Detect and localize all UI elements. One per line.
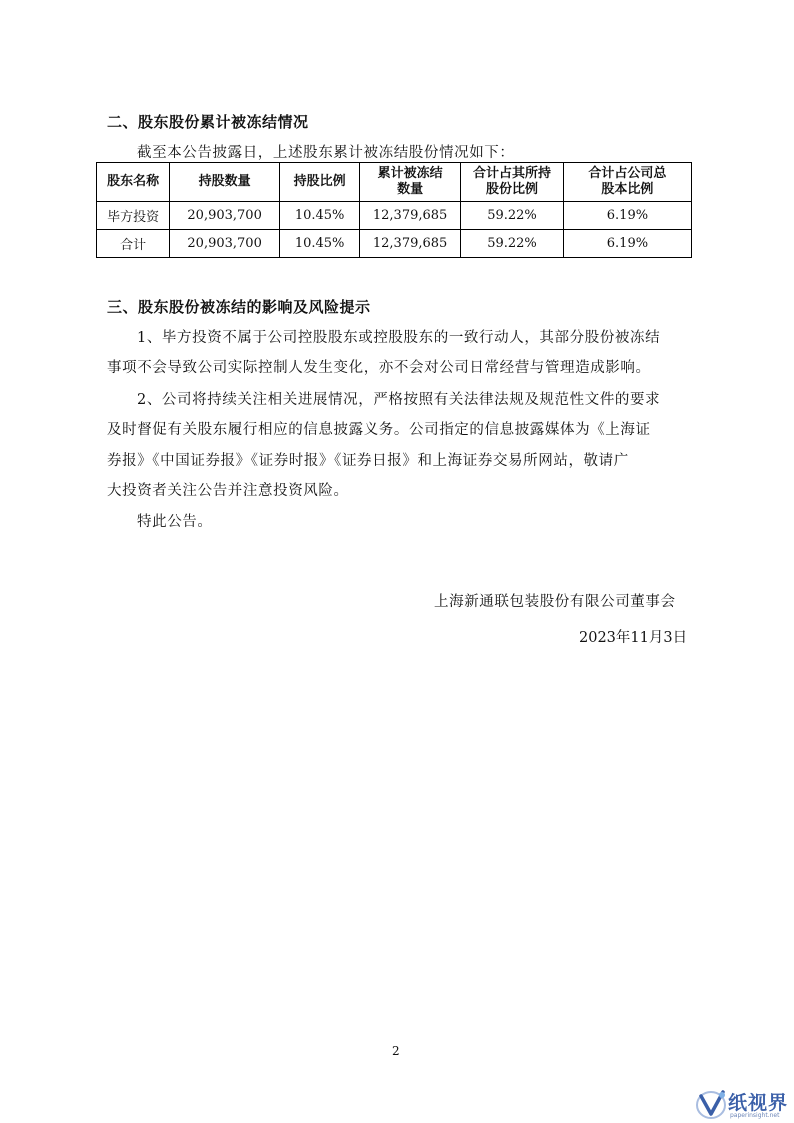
table-header-cell <box>563 163 691 202</box>
table-header-cell <box>461 163 564 202</box>
table-cell: 20,903,700 <box>170 202 280 230</box>
table-header-text: 股本比例 <box>601 182 654 197</box>
table-body <box>97 202 692 258</box>
signature-date: 2023年11月3日 <box>579 630 688 646</box>
table-header-cell <box>280 163 360 202</box>
table-header-cell <box>170 163 280 202</box>
paragraph-1-line-1: 1、毕方投资不属于公司控股股东或控股股东的一致行动人，其部分股份被冻结 <box>137 330 661 346</box>
table-header-text: 数量 <box>397 182 424 197</box>
signature-company: 上海新通联包装股份有限公司董事会 <box>434 594 676 610</box>
table-header-row <box>97 163 692 202</box>
table-cell: 20,903,700 <box>170 230 280 258</box>
watermark-url: paperinsight.net <box>730 1112 780 1119</box>
table-cell: 10.45% <box>280 202 360 230</box>
table-row <box>97 202 692 230</box>
table-header-text: 合计占其所持 <box>472 166 551 181</box>
paragraph-2-line-3: 券报》《中国证券报》《证券时报》《证券日报》和上海证券交易所网站，敬请广 <box>107 453 629 469</box>
closing-text: 特此公告。 <box>137 514 213 530</box>
section-3-heading: 三、股东股份被冻结的影响及风险提示 <box>107 298 371 316</box>
frozen-shares-table <box>96 162 692 258</box>
table-cell: 59.22% <box>461 202 564 230</box>
paragraph-2-line-1: 2、公司将持续关注相关进展情况，严格按照有关法律法规及规范性文件的要求 <box>137 392 661 408</box>
table-header-text: 持股数量 <box>198 174 251 189</box>
table-cell: 12,379,685 <box>360 202 461 230</box>
table-cell: 59.22% <box>461 230 564 258</box>
table-cell: 合计 <box>97 230 170 258</box>
table-header-text: 股东名称 <box>107 174 160 189</box>
table-header-text: 股份比例 <box>485 182 538 197</box>
table-cell: 6.19% <box>563 230 691 258</box>
watermark-logo <box>694 1086 794 1123</box>
table-header-text: 累计被冻结 <box>377 166 443 181</box>
table-cell: 12,379,685 <box>360 230 461 258</box>
table-row <box>97 230 692 258</box>
section-2-heading: 二、股东股份累计被冻结情况 <box>107 113 309 131</box>
section-2-intro: 截至本公告披露日，上述股东累计被冻结股份情况如下： <box>137 145 515 161</box>
paragraph-2-line-4: 大投资者关注公告并注意投资风险。 <box>107 483 349 499</box>
table-cell: 10.45% <box>280 230 360 258</box>
table-header-text: 持股比例 <box>293 174 346 189</box>
table-header-cell <box>360 163 461 202</box>
page-number: 2 <box>392 1044 400 1058</box>
table-cell: 毕方投资 <box>97 202 170 230</box>
watermark-logo-icon <box>694 1086 728 1122</box>
paragraph-1-line-2: 事项不会导致公司实际控制人发生变化，亦不会对公司日常经营与管理造成影响。 <box>107 360 651 376</box>
paragraph-2-line-2: 及时督促有关股东履行相应的信息披露义务。公司指定的信息披露媒体为《上海证 <box>107 422 651 438</box>
table-header-text: 合计占公司总 <box>588 166 667 181</box>
table-cell: 6.19% <box>563 202 691 230</box>
watermark-name: 纸视界 <box>728 1092 789 1114</box>
table-header-cell <box>97 163 170 202</box>
